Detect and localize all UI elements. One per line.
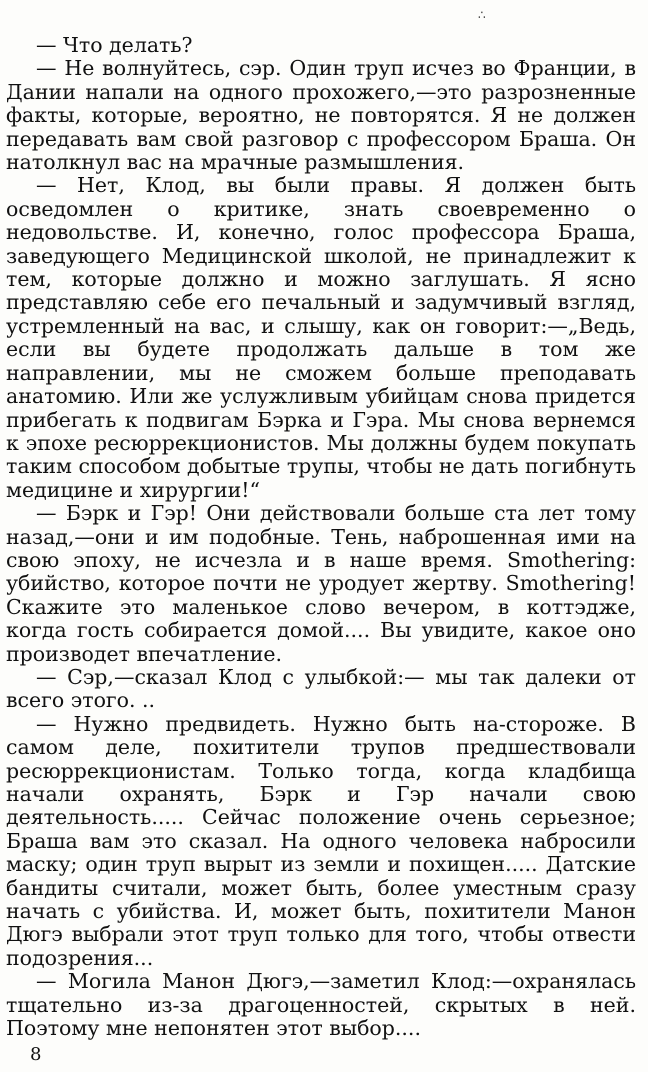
paragraph: — Не волнуйтесь, сэр. Один труп исчез во Франции, в Дании напали на одного прохожего,—это разрозненные факты, которые, вероятно, не повторятся. Я не должен передавать вам свой разговор с профессором Браша. Он натолкнул вас на мрачные размышления. — [6, 56, 636, 175]
paragraph: — Могила Манон Дюгэ,—заметил Клод:—охранялась тщательно из-за драгоценностей, скрытых в ней. Поэтому мне непонятен этот выбор.... — [6, 969, 636, 1041]
corner-ink-mark: ∴ — [478, 8, 486, 22]
body-text — [6, 34, 636, 1040]
paragraph: — Что делать? — [36, 33, 193, 57]
page-number: 8 — [30, 1044, 42, 1065]
paragraph: — Нужно предвидеть. Нужно быть на-стороже. В самом деле, похитители трупов предшествовали ресюррекционистам. Только тогда, когда кладбища начали охранять, Бэрк и Гэр начали свою деятельность..... Сейчас положение очень серьезное; Браша вам это сказал. На одного человека набросили маску; один труп вырыт из земли и похищен..... Датские бандиты считали, может быть, более уместным сразу начать с убийства. И, может быть, похитители Манон Дюгэ выбрали этот труп только для того, чтобы отвести подозрения... — [6, 711, 636, 970]
paragraph: — Сэр,—сказал Клод с улыбкой:— мы так далеки от всего этого. .. — [6, 664, 636, 713]
paragraph: — Бэрк и Гэр! Они действовали больше ста лет тому назад,—они и им подобные. Тень, наброшенная ими на свою эпоху, не исчезла и в наше время. Smothering: убийство, которое почти не уродует жертву. Smothering! Скажите это маленькое слово вечером, в коттэдже, когда гость собирается домой.... Вы увидите, какое оно производет впечатление. — [6, 501, 636, 666]
paragraph: — Нет, Клод, вы были правы. Я должен быть осведомлен о критике, знать своевременно о недовольстве. И, конечно, голос профессора Браша, заведующего Медицинской школой, не принадлежит к тем, которые должно и можно заглушать. Я ясно представляю себе его печальный и задумчивый взгляд, устремленный на вас, и слышу, как он говорит:—„Ведь, если вы будете продолжать дальше в том же направлении, мы не сможем больше преподавать анатомию. Или же услужливым убийцам снова придется прибегать к подвигам Бэрка и Гэра. Мы снова вернемся к эпохе ресюррекционистов. Мы должны будем покупать таким способом добытые трупы, чтобы не дать погибнуть медицине и хирургии!“ — [6, 173, 636, 502]
